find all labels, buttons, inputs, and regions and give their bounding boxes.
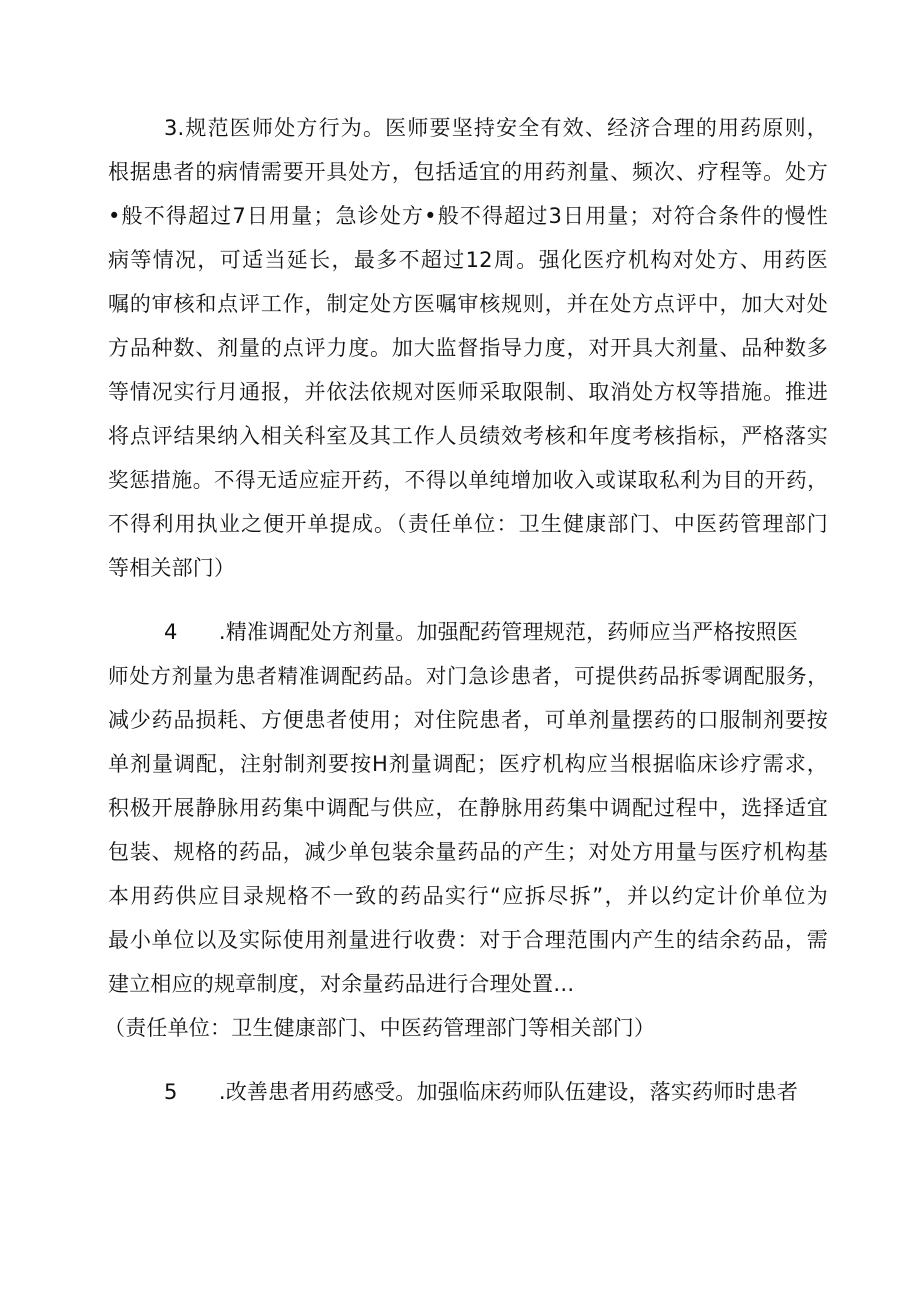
paragraph-line: 积极开展静脉用药集中调配与供应，在静脉用药集中调配过程中，选择适宜 <box>108 796 828 820</box>
paragraph-line: 本用药供应目录规格不一致的药品实行“应拆尽拆”，并以约定计价单位为 <box>108 884 828 908</box>
paragraph-line: 包装、规格的药品，减少单包装余量药品的产生；对处方用量与医疗机构基 <box>108 840 828 864</box>
paragraph-line: 最小单位以及实际使用剂量进行收费：对于合理范围内产生的结余药品，需 <box>108 928 828 952</box>
paragraph-line: 4 .精准调配处方剂量。加强配药管理规范，药师应当严格按照医 <box>164 620 799 644</box>
paragraph-line: 建立相应的规章制度，对余量药品进行合理处置… <box>108 972 575 996</box>
paragraph-line: 5 .改善患者用药感受。加强临床药师队伍建设，落实药师时患者 <box>164 1080 799 1104</box>
paragraph-line: 嘱的审核和点评工作，制定处方医嘱审核规则，并在处方点评中，加大对处 <box>108 292 828 316</box>
paragraph-line: 等情况实行月通报，并依法依规对医师采取限制、取消处方权等措施。推进 <box>108 380 828 404</box>
paragraph-line: 不得利用执业之便开单提成。（责任单位：卫生健康部门、中医药管理部门 <box>108 512 828 536</box>
paragraph-line: 方品种数、剂量的点评力度。加大监督指导力度，对开具大剂量、品种数多 <box>108 336 828 360</box>
paragraph-line: 根据患者的病情需要开具处方，包括适宜的用药剂量、频次、疗程等。处方 <box>108 160 828 184</box>
paragraph-line: 减少药品损耗、方便患者使用；对住院患者，可单剂量摆药的口服制剂要按 <box>108 708 828 732</box>
paragraph-line: 单剂量调配，注射制剂要按H剂量调配；医疗机构应当根据临床诊疗需求， <box>108 752 828 776</box>
paragraph-line: 将点评结果纳入相关科室及其工作人员绩效考核和年度考核指标，严格落实 <box>108 424 828 448</box>
paragraph-line: 奖惩措施。不得无适应症开药，不得以单纯增加收入或谋取私利为目的开药， <box>108 468 828 492</box>
paragraph-line: 3.规范医师处方行为。医师要坚持安全有效、经济合理的用药原则， <box>164 116 828 140</box>
paragraph-line: 等相关部门） <box>108 556 236 580</box>
paragraph-line: （责任单位：卫生健康部门、中医药管理部门等相关部门） <box>104 1016 656 1040</box>
paragraph-line: 师处方剂量为患者精准调配药品。对门急诊患者，可提供药品拆零调配服务， <box>108 664 828 688</box>
paragraph-line: •般不得超过7日用量；急诊处方•般不得超过3日用量；对符合条件的慢性 <box>108 204 828 228</box>
paragraph-line: 病等情况，可适当延长，最多不超过12周。强化医疗机构对处方、用药医 <box>108 248 828 272</box>
